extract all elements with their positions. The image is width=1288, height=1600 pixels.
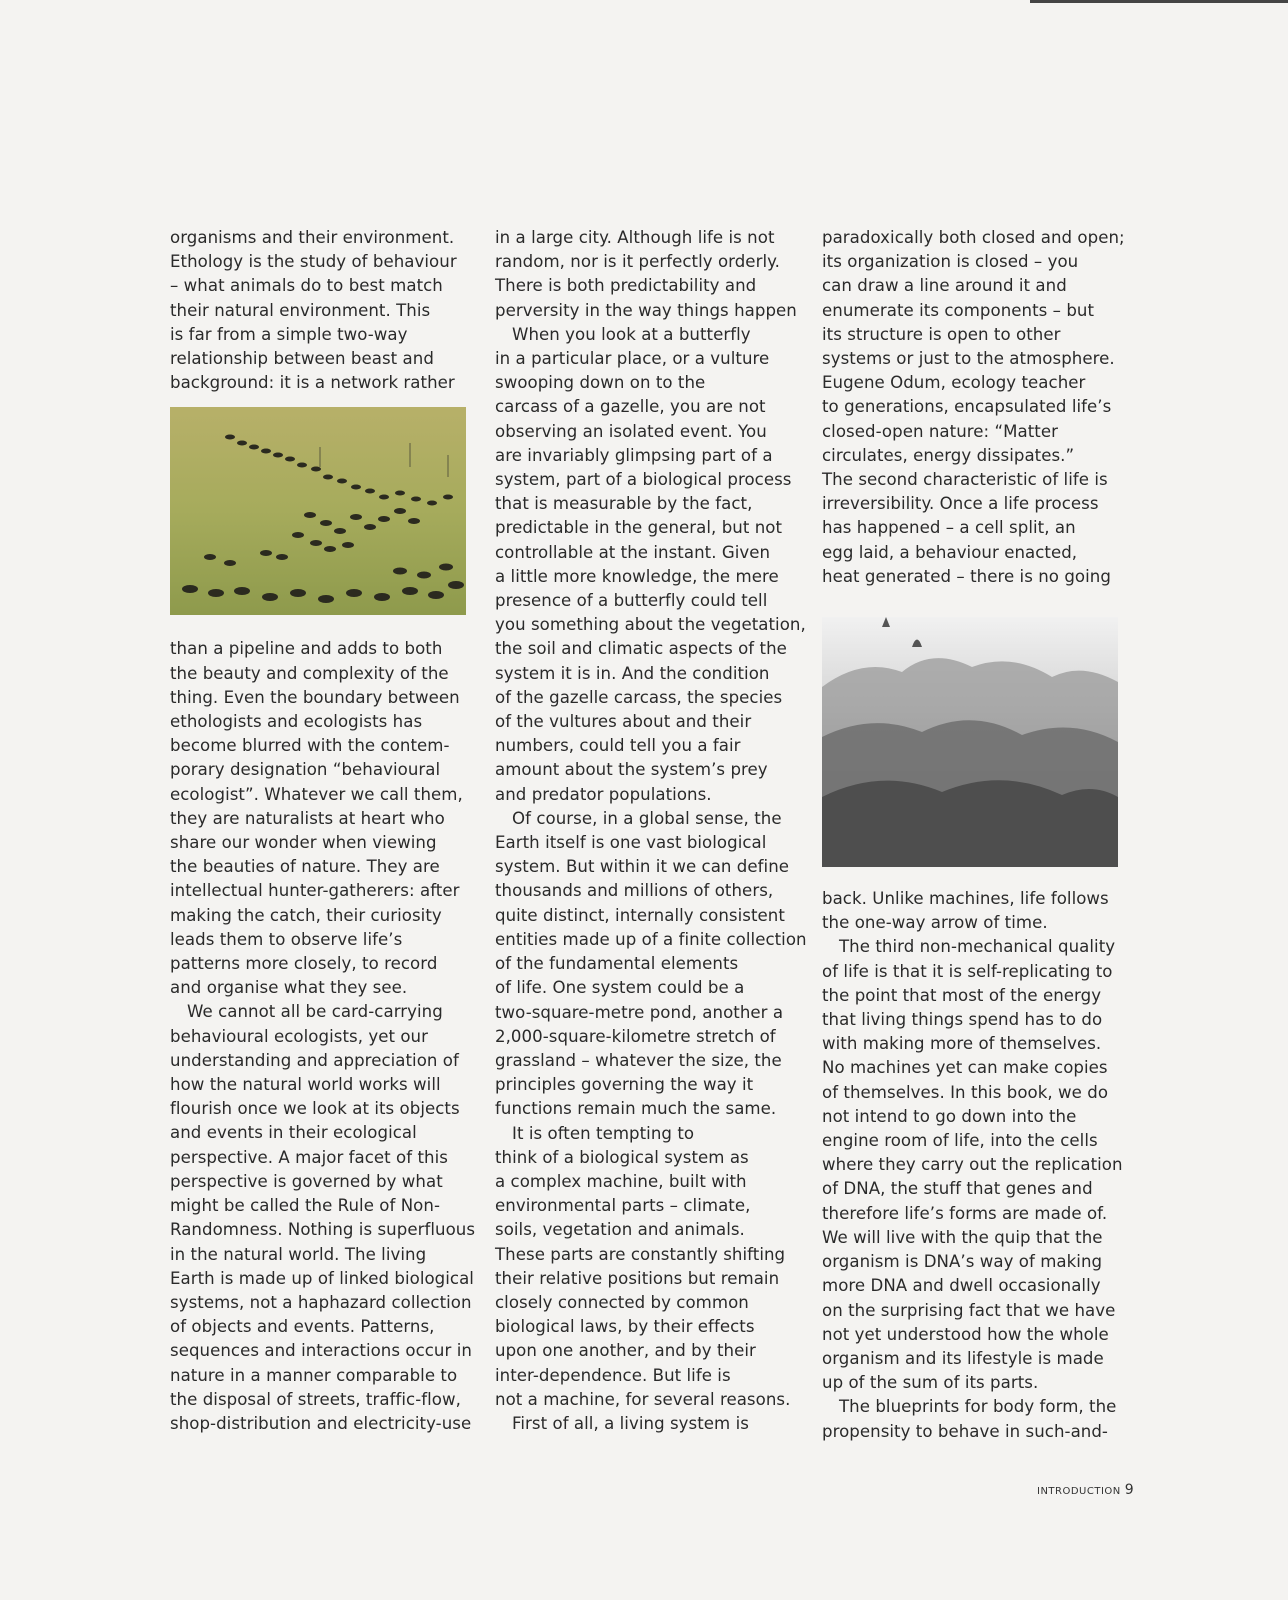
column-1-text-bottom — [170, 637, 476, 1436]
text-line: their relative positions but remain — [495, 1268, 780, 1288]
text-line: observing an isolated event. You — [495, 421, 767, 441]
wildebeest-herd-photo — [170, 407, 466, 615]
text-line: not a machine, for several reasons. — [495, 1389, 791, 1409]
text-line: sequences and interactions occur in — [170, 1341, 472, 1361]
page-number: 9 — [1124, 1482, 1135, 1498]
text-line: porary designation “behavioural — [170, 760, 441, 780]
text-line: heat generated – there is no going — [822, 566, 1111, 586]
column-1 — [170, 226, 476, 1436]
text-line: We cannot all be card-carrying — [187, 1002, 443, 1022]
text-line: amount about the system’s prey — [495, 760, 768, 780]
text-line: back. Unlike machines, life follows — [822, 889, 1109, 909]
text-line: and organise what they see. — [170, 978, 408, 998]
text-line: can draw a line around it and — [822, 276, 1067, 296]
text-line: has happened – a cell split, an — [822, 518, 1076, 538]
text-line: how the natural world works will — [170, 1075, 441, 1095]
text-line: engine room of life, into the cells — [822, 1131, 1098, 1151]
text-line: organisms and their environment. — [170, 228, 455, 247]
text-line: the beauties of nature. They are — [170, 857, 440, 877]
text-line: paradoxically both closed and open; — [822, 228, 1125, 247]
text-line: of life. One system could be a — [495, 978, 745, 998]
text-line: with making more of themselves. — [822, 1034, 1102, 1054]
text-line: their natural environment. This — [170, 300, 431, 320]
text-line: These parts are constantly shifting — [495, 1244, 786, 1264]
column-2 — [495, 226, 807, 1436]
text-line: Ethology is the study of behaviour — [170, 252, 457, 272]
text-line: circulates, energy dissipates.” — [822, 445, 1075, 465]
text-line: swooping down on to the — [495, 373, 706, 393]
text-line: There is both predictability and — [495, 276, 757, 296]
text-line: are invariably glimpsing part of a — [495, 445, 773, 465]
text-line: predictable in the general, but not — [495, 518, 783, 538]
misty-forest-image — [822, 617, 1118, 867]
text-line: First of all, a living system is — [512, 1413, 749, 1433]
text-line: to generations, encapsulated life’s — [822, 397, 1112, 417]
text-line: upon one another, and by their — [495, 1341, 756, 1361]
text-line: systems, not a haphazard collection — [170, 1292, 472, 1312]
text-line: 2,000-square-kilometre stretch of — [495, 1026, 776, 1046]
text-line: a little more knowledge, the mere — [495, 566, 779, 586]
text-line: and events in their ecological — [170, 1123, 417, 1143]
text-line: behavioural ecologists, yet our — [170, 1026, 428, 1046]
text-line: flourish once we look at its objects — [170, 1099, 460, 1119]
text-line: thousands and millions of others, — [495, 881, 774, 901]
text-line: not yet understood how the whole — [822, 1324, 1109, 1344]
text-line: might be called the Rule of Non- — [170, 1196, 440, 1216]
text-line: intellectual hunter-gatherers: after — [170, 881, 460, 901]
text-line: share our wonder when viewing — [170, 833, 437, 853]
text-line: closed-open nature: “Matter — [822, 421, 1058, 441]
text-line: of themselves. In this book, we do — [822, 1082, 1109, 1102]
text-line: become blurred with the contem- — [170, 736, 450, 756]
text-line: making the catch, their curiosity — [170, 905, 442, 925]
text-line: The third non-mechanical quality — [839, 937, 1116, 957]
text-line: nature in a manner comparable to — [170, 1365, 458, 1385]
text-line: inter-dependence. But life is — [495, 1365, 731, 1385]
page-footer — [1037, 1482, 1134, 1498]
text-line: soils, vegetation and animals. — [495, 1220, 745, 1240]
text-line: grassland – whatever the size, the — [495, 1050, 782, 1070]
text-line: – what animals do to best match — [170, 276, 443, 296]
text-line: its organization is closed – you — [822, 252, 1079, 272]
text-line: propensity to behave in such-and- — [822, 1421, 1108, 1441]
text-line: the one-way arrow of time. — [822, 913, 1048, 933]
text-line: is far from a simple two-way — [170, 324, 408, 344]
text-line: When you look at a butterfly — [512, 324, 751, 344]
text-line: organism and its lifestyle is made — [822, 1348, 1104, 1368]
text-line: than a pipeline and adds to both — [170, 639, 443, 659]
text-line: background: it is a network rather — [170, 373, 455, 393]
text-line: perspective is governed by what — [170, 1171, 443, 1191]
text-line: of objects and events. Patterns, — [170, 1317, 435, 1337]
misty-forest-photo — [822, 617, 1118, 867]
column-2-text — [495, 226, 807, 1436]
column-3 — [822, 226, 1125, 1444]
text-line: on the surprising fact that we have — [822, 1300, 1116, 1320]
text-line: you something about the vegetation, — [495, 615, 806, 635]
text-line: that is measurable by the fact, — [495, 494, 753, 514]
text-line: quite distinct, internally consistent — [495, 905, 785, 925]
text-line: We will live with the quip that the — [822, 1227, 1103, 1247]
text-line: patterns more closely, to record — [170, 954, 438, 974]
text-line: in a large city. Although life is not — [495, 228, 775, 247]
text-line: environmental parts – climate, — [495, 1196, 751, 1216]
text-line: leads them to observe life’s — [170, 929, 403, 949]
text-line: ethologists and ecologists has — [170, 712, 423, 732]
text-line: organism is DNA’s way of making — [822, 1252, 1103, 1272]
text-line: up of the sum of its parts. — [822, 1373, 1039, 1393]
column-1-text-top — [170, 226, 470, 395]
text-line: irreversibility. Once a life process — [822, 494, 1099, 514]
text-line: not intend to go down into the — [822, 1106, 1077, 1126]
text-line: entities made up of a finite collection — [495, 929, 807, 949]
text-line: numbers, could tell you a fair — [495, 736, 741, 756]
text-line: perspective. A major facet of this — [170, 1147, 448, 1167]
text-line: closely connected by common — [495, 1292, 749, 1312]
text-line: of the vultures about and their — [495, 712, 752, 732]
text-line: The second characteristic of life is — [822, 470, 1108, 490]
text-line: in the natural world. The living — [170, 1244, 427, 1264]
text-line: Earth itself is one vast biological — [495, 833, 767, 853]
text-line: controllable at the instant. Given — [495, 542, 771, 562]
text-line: egg laid, a behaviour enacted, — [822, 542, 1078, 562]
column-3-text-top — [822, 226, 1125, 589]
text-line: The blueprints for body form, the — [839, 1397, 1117, 1417]
text-line: the point that most of the energy — [822, 985, 1102, 1005]
text-line: of life is that it is self-replicating to — [822, 961, 1113, 981]
text-line: system it is in. And the condition — [495, 663, 770, 683]
column-3-text-bottom — [822, 887, 1122, 1444]
text-line: Earth is made up of linked biological — [170, 1268, 474, 1288]
text-line: system, part of a biological process — [495, 470, 792, 490]
text-line: of the fundamental elements — [495, 954, 739, 974]
section-label: INTRODUCTION — [1037, 1486, 1121, 1497]
text-line: perversity in the way things happen — [495, 300, 797, 320]
text-line: understanding and appreciation of — [170, 1050, 459, 1070]
text-line: more DNA and dwell occasionally — [822, 1276, 1101, 1296]
text-line: that living things spend has to do — [822, 1010, 1103, 1030]
text-line: Of course, in a global sense, the — [512, 808, 782, 828]
top-rule — [1030, 0, 1288, 3]
text-line: No machines yet can make copies — [822, 1058, 1108, 1078]
text-line: shop-distribution and electricity-use — [170, 1413, 472, 1433]
text-line: system. But within it we can define — [495, 857, 790, 877]
text-line: carcass of a gazelle, you are not — [495, 397, 766, 417]
text-line: where they carry out the replication — [822, 1155, 1123, 1175]
text-line: functions remain much the same. — [495, 1099, 777, 1119]
text-line: in a particular place, or a vulture — [495, 349, 770, 369]
wildebeest-herd-image — [170, 407, 466, 615]
text-line: the beauty and complexity of the — [170, 663, 449, 683]
text-line: the disposal of streets, traffic-flow, — [170, 1389, 461, 1409]
text-line: It is often tempting to — [512, 1123, 695, 1143]
text-line: the soil and climatic aspects of the — [495, 639, 787, 659]
text-line: of the gazelle carcass, the species — [495, 687, 783, 707]
text-line: principles governing the way it — [495, 1075, 754, 1095]
text-line: Randomness. Nothing is superfluous — [170, 1220, 476, 1240]
text-line: therefore life’s forms are made of. — [822, 1203, 1108, 1223]
text-line: random, nor is it perfectly orderly. — [495, 252, 780, 272]
text-line: ecologist”. Whatever we call them, — [170, 784, 463, 804]
text-line: relationship between beast and — [170, 349, 434, 369]
text-line: think of a biological system as — [495, 1147, 749, 1167]
text-line: a complex machine, built with — [495, 1171, 747, 1191]
text-line: its structure is open to other — [822, 324, 1061, 344]
text-line: two-square-metre pond, another a — [495, 1002, 784, 1022]
text-line: Eugene Odum, ecology teacher — [822, 373, 1086, 393]
text-line: they are naturalists at heart who — [170, 808, 445, 828]
text-line: presence of a butterfly could tell — [495, 591, 768, 611]
text-line: biological laws, by their effects — [495, 1317, 755, 1337]
text-line: systems or just to the atmosphere. — [822, 349, 1115, 369]
text-line: and predator populations. — [495, 784, 712, 804]
text-line: enumerate its components – but — [822, 300, 1095, 320]
text-line: thing. Even the boundary between — [170, 687, 460, 707]
text-line: of DNA, the stuff that genes and — [822, 1179, 1093, 1199]
